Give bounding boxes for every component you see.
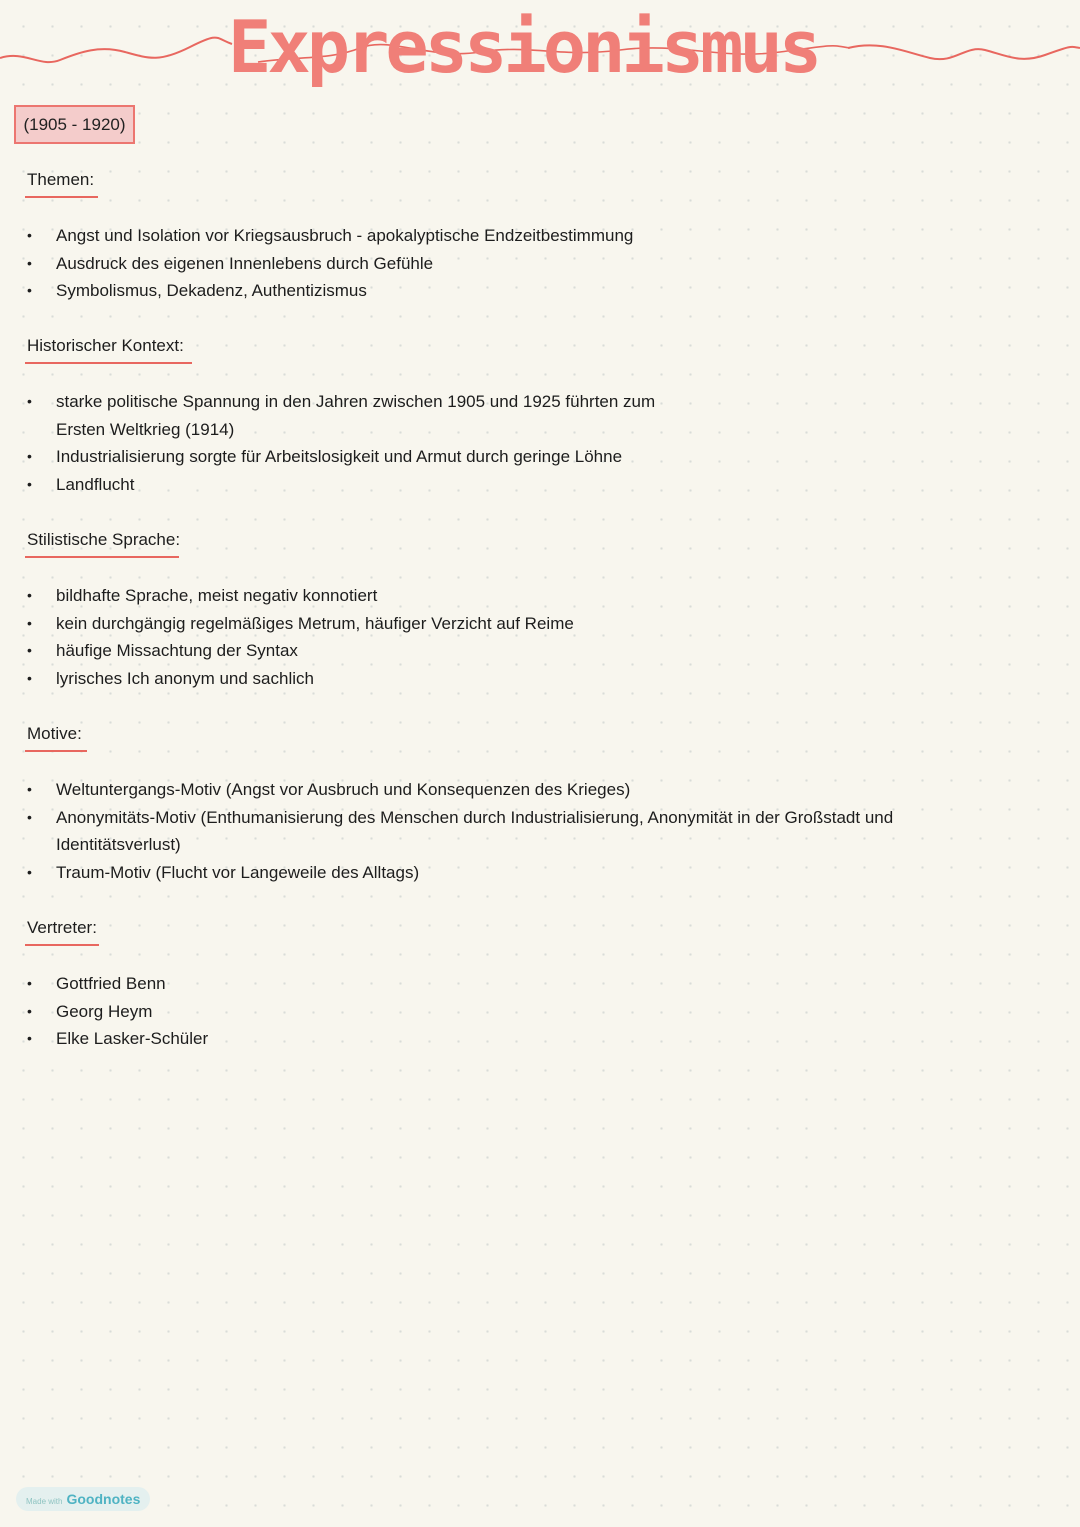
section-heading-themen (27, 169, 94, 191)
bullet: • (27, 1030, 32, 1047)
list-stilistische-sprache (0, 582, 1000, 692)
item-text: Traum-Motiv (Flucht vor Langeweile des Alltags) (56, 862, 420, 882)
list-item (0, 804, 900, 859)
item-text: Industrialisierung sorgte für Arbeitslosigkeit und Armut durch geringe Löhne (56, 447, 623, 467)
bullet: • (27, 808, 32, 825)
list-item (0, 970, 1000, 998)
bullet: • (27, 975, 32, 991)
section-heading-motive (27, 723, 82, 745)
list-motive (0, 776, 900, 886)
heading-text: Vertreter: (27, 918, 97, 937)
section-heading-vertreter (27, 917, 97, 939)
list-item (0, 1025, 1000, 1053)
bullet: • (27, 254, 32, 271)
item-text: Weltuntergangs-Motiv (Angst vor Ausbruch und Konsequenzen des Krieges) (56, 780, 631, 799)
item-text: bildhafte Sprache, meist negativ konnotiert (56, 586, 378, 605)
item-text: häufige Missachtung der Syntax (56, 641, 298, 661)
item-text: Landflucht (56, 474, 135, 494)
bullet: • (27, 863, 32, 880)
item-text: Elke Lasker-Schüler (56, 1029, 209, 1049)
heading-text: Historischer Kontext: (27, 336, 184, 355)
bullet: • (27, 475, 32, 492)
bullet: • (27, 448, 32, 465)
heading-underline (25, 556, 179, 558)
item-text: kein durchgängig regelmäßiges Metrum, häufiger Verzicht auf Reime (56, 613, 574, 633)
list-item (0, 388, 700, 443)
brand-text: Goodnotes (66, 1491, 141, 1507)
list-item (0, 582, 1000, 610)
list-vertreter (0, 970, 1000, 1053)
bullet: • (27, 282, 32, 299)
heading-underline (25, 196, 98, 198)
item-text: lyrisches Ich anonym und sachlich (56, 668, 314, 688)
made-with-text: Made with (26, 1497, 63, 1506)
item-text: starke politische Spannung in den Jahren zwischen 1905 und 1925 führten zum Ersten Weltkrieg (1914) (56, 392, 656, 439)
heading-text: Stilistische Sprache: (27, 530, 181, 549)
list-historischer-kontext (0, 388, 700, 498)
bullet: • (27, 587, 32, 603)
list-item (0, 998, 1000, 1026)
item-text: Gottfried Benn (56, 974, 166, 993)
bullet: • (27, 781, 32, 797)
bullet: • (27, 614, 32, 631)
bullet: • (27, 642, 32, 659)
heading-text: Themen: (27, 170, 95, 189)
list-item (0, 471, 700, 499)
item-text: Anonymitäts-Motiv (Enthumanisierung des Menschen durch Industrialisierung, Anonymität in der Großstadt und Identitätsverlust) (56, 807, 894, 855)
goodnotes-badge[interactable] (16, 1487, 150, 1511)
section-heading-stilistische-sprache (27, 529, 180, 551)
heading-text: Motive: (27, 724, 82, 743)
item-text: Ausdruck des eigenen Innenlebens durch Gefühle (56, 253, 434, 273)
list-item (0, 859, 900, 887)
item-text: Symbolismus, Dekadenz, Authentizismus (56, 281, 367, 301)
list-item (0, 277, 1000, 305)
item-text: Georg Heym (56, 1001, 153, 1021)
date-range-box: (1905 - 1920) (14, 105, 135, 144)
list-item (0, 776, 900, 804)
bullet: • (27, 393, 32, 409)
bullet: • (27, 227, 32, 243)
bullet: • (27, 1002, 32, 1019)
list-item (0, 637, 1000, 665)
list-item (0, 222, 1000, 250)
heading-underline (25, 362, 192, 364)
title-banner (0, 0, 1080, 100)
list-item (0, 610, 1000, 638)
list-item (0, 443, 700, 471)
heading-underline (25, 944, 99, 946)
item-text: Angst und Isolation vor Kriegsausbruch - apokalyptische Endzeitbestimmung (56, 226, 634, 245)
list-item (0, 665, 1000, 693)
bullet: • (27, 669, 32, 686)
list-item (0, 250, 1000, 278)
heading-underline (25, 750, 87, 752)
section-heading-historischer-kontext (27, 335, 184, 357)
list-themen (0, 222, 1000, 305)
page-title: Expressionismus (228, 5, 819, 89)
